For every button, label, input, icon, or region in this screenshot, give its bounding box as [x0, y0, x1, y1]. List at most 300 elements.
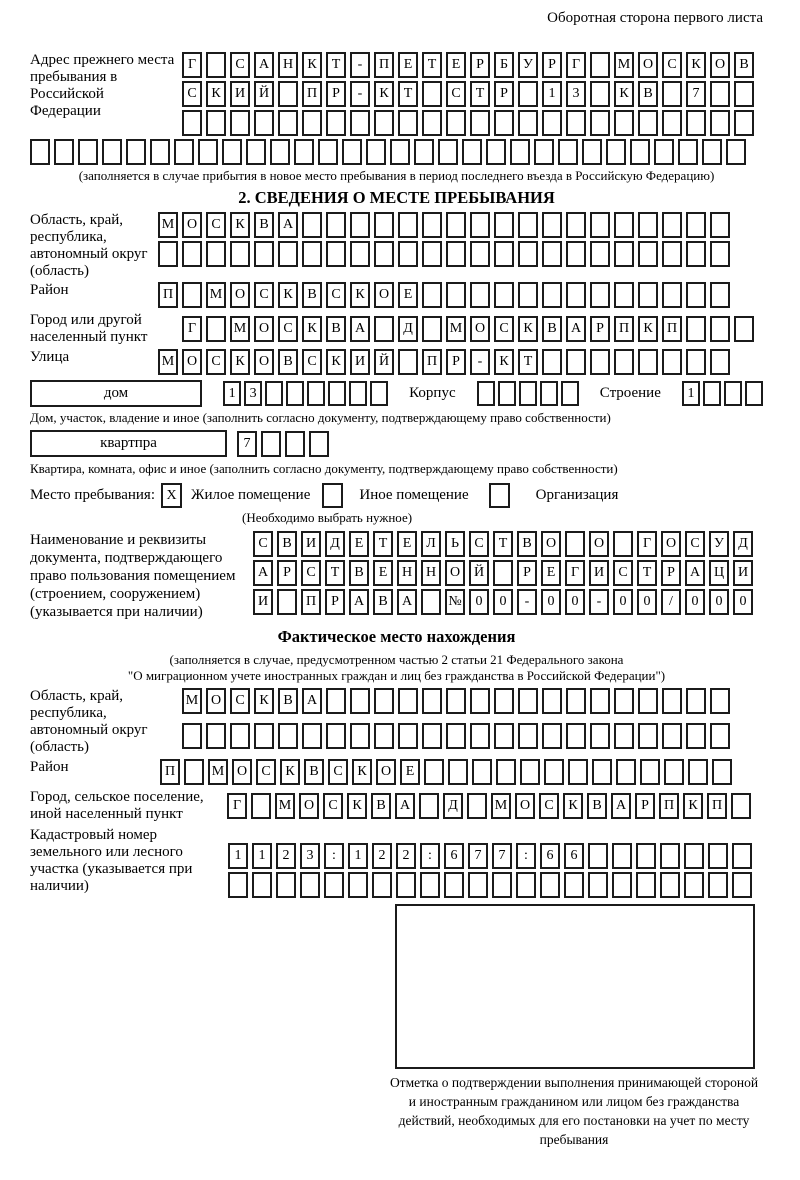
char-cell[interactable]: [638, 212, 658, 238]
char-cell[interactable]: [564, 872, 584, 898]
char-cell[interactable]: Р: [470, 52, 490, 78]
char-cell[interactable]: С: [206, 349, 226, 375]
char-cell[interactable]: [542, 110, 562, 136]
char-cell[interactable]: П: [160, 759, 180, 785]
char-cell[interactable]: [686, 688, 706, 714]
char-cell[interactable]: [494, 282, 514, 308]
char-cell[interactable]: [277, 589, 297, 615]
char-cell[interactable]: К: [614, 81, 634, 107]
char-cell[interactable]: С: [302, 349, 322, 375]
char-cell[interactable]: [731, 793, 751, 819]
char-cell[interactable]: [566, 110, 586, 136]
char-cell[interactable]: К: [374, 81, 394, 107]
char-cell[interactable]: М: [230, 316, 250, 342]
char-cell[interactable]: К: [254, 688, 274, 714]
char-cell[interactable]: И: [589, 560, 609, 586]
char-cell[interactable]: В: [638, 81, 658, 107]
char-cell[interactable]: [518, 282, 538, 308]
char-cell[interactable]: /: [661, 589, 681, 615]
char-cell[interactable]: 6: [540, 843, 560, 869]
char-cell[interactable]: А: [254, 52, 274, 78]
char-cell[interactable]: О: [541, 531, 561, 557]
char-cell[interactable]: [518, 241, 538, 267]
char-cell[interactable]: М: [275, 793, 295, 819]
char-cell[interactable]: [446, 212, 466, 238]
char-cell[interactable]: [616, 759, 636, 785]
char-cell[interactable]: [734, 81, 754, 107]
char-cell[interactable]: [664, 759, 684, 785]
char-cell[interactable]: 0: [709, 589, 729, 615]
char-cell[interactable]: [278, 241, 298, 267]
char-cell[interactable]: О: [182, 212, 202, 238]
char-cell[interactable]: [492, 872, 512, 898]
char-cell[interactable]: [590, 688, 610, 714]
char-cell[interactable]: Г: [182, 52, 202, 78]
char-cell[interactable]: Р: [590, 316, 610, 342]
char-cell[interactable]: [516, 872, 536, 898]
char-cell[interactable]: В: [349, 560, 369, 586]
char-cell[interactable]: С: [328, 759, 348, 785]
char-cell[interactable]: Р: [635, 793, 655, 819]
char-cell[interactable]: [78, 139, 98, 165]
char-cell[interactable]: О: [515, 793, 535, 819]
char-cell[interactable]: 7: [237, 431, 257, 457]
char-cell[interactable]: 6: [564, 843, 584, 869]
char-cell[interactable]: [606, 139, 626, 165]
char-cell[interactable]: И: [350, 349, 370, 375]
char-cell[interactable]: Т: [326, 52, 346, 78]
char-cell[interactable]: [688, 759, 708, 785]
char-cell[interactable]: М: [158, 349, 178, 375]
char-cell[interactable]: [468, 872, 488, 898]
char-cell[interactable]: О: [376, 759, 396, 785]
char-cell[interactable]: [370, 381, 388, 406]
char-cell[interactable]: К: [350, 282, 370, 308]
char-cell[interactable]: [540, 872, 560, 898]
char-cell[interactable]: Т: [422, 52, 442, 78]
char-cell[interactable]: Г: [227, 793, 247, 819]
char-cell[interactable]: [348, 872, 368, 898]
char-cell[interactable]: Н: [278, 52, 298, 78]
char-cell[interactable]: [542, 282, 562, 308]
char-cell[interactable]: К: [352, 759, 372, 785]
char-cell[interactable]: 1: [252, 843, 272, 869]
char-cell[interactable]: [686, 282, 706, 308]
char-cell[interactable]: [588, 872, 608, 898]
char-cell[interactable]: [398, 241, 418, 267]
char-cell[interactable]: 0: [685, 589, 705, 615]
char-cell[interactable]: [398, 212, 418, 238]
char-cell[interactable]: О: [710, 52, 730, 78]
char-cell[interactable]: [568, 759, 588, 785]
char-cell[interactable]: [349, 381, 367, 406]
char-cell[interactable]: П: [662, 316, 682, 342]
char-cell[interactable]: 0: [469, 589, 489, 615]
char-cell[interactable]: 1: [228, 843, 248, 869]
char-cell[interactable]: [708, 843, 728, 869]
char-cell[interactable]: [206, 241, 226, 267]
char-cell[interactable]: [494, 241, 514, 267]
char-cell[interactable]: [182, 241, 202, 267]
char-cell[interactable]: [261, 431, 281, 457]
char-cell[interactable]: К: [302, 316, 322, 342]
char-cell[interactable]: [228, 872, 248, 898]
stay-type-checkbox-other[interactable]: [322, 483, 343, 508]
char-cell[interactable]: 6: [444, 843, 464, 869]
char-cell[interactable]: К: [280, 759, 300, 785]
char-cell[interactable]: 2: [276, 843, 296, 869]
char-cell[interactable]: [182, 723, 202, 749]
char-cell[interactable]: [462, 139, 482, 165]
char-cell[interactable]: [638, 688, 658, 714]
char-cell[interactable]: Н: [397, 560, 417, 586]
char-cell[interactable]: О: [299, 793, 319, 819]
char-cell[interactable]: Д: [443, 793, 463, 819]
char-cell[interactable]: Е: [541, 560, 561, 586]
char-cell[interactable]: [470, 723, 490, 749]
char-cell[interactable]: Р: [326, 81, 346, 107]
char-cell[interactable]: И: [733, 560, 753, 586]
char-cell[interactable]: [398, 688, 418, 714]
char-cell[interactable]: Л: [421, 531, 441, 557]
char-cell[interactable]: А: [349, 589, 369, 615]
char-cell[interactable]: В: [517, 531, 537, 557]
char-cell[interactable]: Р: [446, 349, 466, 375]
char-cell[interactable]: К: [278, 282, 298, 308]
char-cell[interactable]: П: [422, 349, 442, 375]
char-cell[interactable]: [302, 110, 322, 136]
char-cell[interactable]: [374, 723, 394, 749]
char-cell[interactable]: С: [254, 282, 274, 308]
char-cell[interactable]: [467, 793, 487, 819]
char-cell[interactable]: [182, 282, 202, 308]
char-cell[interactable]: А: [278, 212, 298, 238]
char-cell[interactable]: Т: [373, 531, 393, 557]
char-cell[interactable]: [614, 110, 634, 136]
char-cell[interactable]: В: [371, 793, 391, 819]
char-cell[interactable]: Ь: [445, 531, 465, 557]
char-cell[interactable]: Й: [469, 560, 489, 586]
char-cell[interactable]: [350, 110, 370, 136]
char-cell[interactable]: М: [446, 316, 466, 342]
char-cell[interactable]: 1: [348, 843, 368, 869]
char-cell[interactable]: [350, 212, 370, 238]
char-cell[interactable]: К: [206, 81, 226, 107]
char-cell[interactable]: Е: [400, 759, 420, 785]
char-cell[interactable]: [446, 110, 466, 136]
char-cell[interactable]: Д: [325, 531, 345, 557]
char-cell[interactable]: М: [491, 793, 511, 819]
char-cell[interactable]: Г: [565, 560, 585, 586]
char-cell[interactable]: [566, 723, 586, 749]
char-cell[interactable]: К: [302, 52, 322, 78]
stay-type-checkbox-residential[interactable]: X: [161, 483, 182, 508]
char-cell[interactable]: [265, 381, 283, 406]
char-cell[interactable]: О: [445, 560, 465, 586]
char-cell[interactable]: [590, 110, 610, 136]
char-cell[interactable]: [54, 139, 74, 165]
char-cell[interactable]: [350, 688, 370, 714]
char-cell[interactable]: [422, 316, 442, 342]
char-cell[interactable]: И: [253, 589, 273, 615]
char-cell[interactable]: [326, 241, 346, 267]
char-cell[interactable]: Й: [374, 349, 394, 375]
char-cell[interactable]: Р: [494, 81, 514, 107]
char-cell[interactable]: [307, 381, 325, 406]
char-cell[interactable]: [710, 316, 730, 342]
char-cell[interactable]: С: [253, 531, 273, 557]
char-cell[interactable]: К: [638, 316, 658, 342]
char-cell[interactable]: [285, 431, 305, 457]
char-cell[interactable]: [592, 759, 612, 785]
char-cell[interactable]: [326, 212, 346, 238]
char-cell[interactable]: [446, 282, 466, 308]
char-cell[interactable]: В: [277, 531, 297, 557]
char-cell[interactable]: [566, 688, 586, 714]
char-cell[interactable]: [318, 139, 338, 165]
char-cell[interactable]: Б: [494, 52, 514, 78]
char-cell[interactable]: С: [446, 81, 466, 107]
char-cell[interactable]: :: [324, 843, 344, 869]
char-cell[interactable]: [326, 688, 346, 714]
stay-type-checkbox-organization[interactable]: [489, 483, 510, 508]
char-cell[interactable]: Т: [398, 81, 418, 107]
char-cell[interactable]: [614, 723, 634, 749]
char-cell[interactable]: С: [613, 560, 633, 586]
char-cell[interactable]: [590, 81, 610, 107]
char-cell[interactable]: [638, 282, 658, 308]
char-cell[interactable]: О: [254, 349, 274, 375]
char-cell[interactable]: 7: [468, 843, 488, 869]
char-cell[interactable]: [342, 139, 362, 165]
char-cell[interactable]: [470, 688, 490, 714]
char-cell[interactable]: [710, 241, 730, 267]
char-cell[interactable]: [422, 110, 442, 136]
char-cell[interactable]: Р: [517, 560, 537, 586]
char-cell[interactable]: [324, 872, 344, 898]
char-cell[interactable]: [686, 349, 706, 375]
char-cell[interactable]: [372, 872, 392, 898]
char-cell[interactable]: К: [494, 349, 514, 375]
char-cell[interactable]: [206, 52, 226, 78]
char-cell[interactable]: 0: [565, 589, 585, 615]
char-cell[interactable]: П: [158, 282, 178, 308]
char-cell[interactable]: [182, 110, 202, 136]
char-cell[interactable]: В: [587, 793, 607, 819]
char-cell[interactable]: [518, 81, 538, 107]
char-cell[interactable]: О: [470, 316, 490, 342]
char-cell[interactable]: [590, 241, 610, 267]
char-cell[interactable]: У: [709, 531, 729, 557]
char-cell[interactable]: А: [397, 589, 417, 615]
char-cell[interactable]: В: [326, 316, 346, 342]
char-cell[interactable]: [278, 81, 298, 107]
char-cell[interactable]: О: [182, 349, 202, 375]
char-cell[interactable]: [374, 241, 394, 267]
char-cell[interactable]: [638, 110, 658, 136]
char-cell[interactable]: [446, 241, 466, 267]
char-cell[interactable]: -: [350, 52, 370, 78]
char-cell[interactable]: Й: [254, 81, 274, 107]
char-cell[interactable]: [470, 212, 490, 238]
char-cell[interactable]: 7: [492, 843, 512, 869]
char-cell[interactable]: К: [686, 52, 706, 78]
char-cell[interactable]: С: [206, 212, 226, 238]
char-cell[interactable]: [590, 282, 610, 308]
char-cell[interactable]: :: [516, 843, 536, 869]
char-cell[interactable]: Т: [470, 81, 490, 107]
char-cell[interactable]: К: [683, 793, 703, 819]
char-cell[interactable]: П: [659, 793, 679, 819]
char-cell[interactable]: [654, 139, 674, 165]
char-cell[interactable]: [254, 110, 274, 136]
char-cell[interactable]: [350, 241, 370, 267]
char-cell[interactable]: [520, 759, 540, 785]
char-cell[interactable]: К: [347, 793, 367, 819]
char-cell[interactable]: [662, 688, 682, 714]
char-cell[interactable]: [446, 688, 466, 714]
char-cell[interactable]: [734, 316, 754, 342]
char-cell[interactable]: [542, 241, 562, 267]
char-cell[interactable]: Е: [373, 560, 393, 586]
char-cell[interactable]: Г: [182, 316, 202, 342]
char-cell[interactable]: О: [661, 531, 681, 557]
char-cell[interactable]: [300, 872, 320, 898]
char-cell[interactable]: [302, 723, 322, 749]
char-cell[interactable]: [278, 723, 298, 749]
char-cell[interactable]: [222, 139, 242, 165]
char-cell[interactable]: [390, 139, 410, 165]
char-cell[interactable]: [662, 282, 682, 308]
char-cell[interactable]: С: [326, 282, 346, 308]
char-cell[interactable]: [710, 723, 730, 749]
char-cell[interactable]: [588, 843, 608, 869]
char-cell[interactable]: И: [301, 531, 321, 557]
char-cell[interactable]: [566, 349, 586, 375]
char-cell[interactable]: Е: [397, 531, 417, 557]
char-cell[interactable]: [613, 531, 633, 557]
char-cell[interactable]: [422, 241, 442, 267]
char-cell[interactable]: [590, 723, 610, 749]
char-cell[interactable]: [374, 110, 394, 136]
char-cell[interactable]: С: [662, 52, 682, 78]
char-cell[interactable]: [640, 759, 660, 785]
char-cell[interactable]: [612, 872, 632, 898]
char-cell[interactable]: [710, 282, 730, 308]
char-cell[interactable]: [710, 212, 730, 238]
char-cell[interactable]: Д: [398, 316, 418, 342]
char-cell[interactable]: [614, 688, 634, 714]
char-cell[interactable]: [496, 759, 516, 785]
char-cell[interactable]: [252, 872, 272, 898]
char-cell[interactable]: Т: [325, 560, 345, 586]
char-cell[interactable]: [398, 349, 418, 375]
char-cell[interactable]: [444, 872, 464, 898]
char-cell[interactable]: В: [304, 759, 324, 785]
char-cell[interactable]: [614, 212, 634, 238]
char-cell[interactable]: [278, 110, 298, 136]
char-cell[interactable]: [566, 241, 586, 267]
char-cell[interactable]: [230, 241, 250, 267]
char-cell[interactable]: [230, 723, 250, 749]
char-cell[interactable]: Е: [349, 531, 369, 557]
char-cell[interactable]: 1: [682, 381, 700, 406]
char-cell[interactable]: Т: [637, 560, 657, 586]
char-cell[interactable]: В: [302, 282, 322, 308]
char-cell[interactable]: К: [518, 316, 538, 342]
char-cell[interactable]: [422, 282, 442, 308]
char-cell[interactable]: [734, 110, 754, 136]
char-cell[interactable]: [328, 381, 346, 406]
char-cell[interactable]: С: [256, 759, 276, 785]
char-cell[interactable]: -: [517, 589, 537, 615]
char-cell[interactable]: [254, 241, 274, 267]
char-cell[interactable]: [326, 110, 346, 136]
char-cell[interactable]: С: [278, 316, 298, 342]
char-cell[interactable]: [745, 381, 763, 406]
char-cell[interactable]: [612, 843, 632, 869]
char-cell[interactable]: [710, 349, 730, 375]
char-cell[interactable]: Н: [421, 560, 441, 586]
char-cell[interactable]: А: [350, 316, 370, 342]
char-cell[interactable]: М: [614, 52, 634, 78]
char-cell[interactable]: А: [685, 560, 705, 586]
char-cell[interactable]: [422, 688, 442, 714]
char-cell[interactable]: М: [158, 212, 178, 238]
char-cell[interactable]: П: [374, 52, 394, 78]
char-cell[interactable]: [542, 688, 562, 714]
char-cell[interactable]: [662, 81, 682, 107]
char-cell[interactable]: [422, 723, 442, 749]
char-cell[interactable]: [542, 349, 562, 375]
char-cell[interactable]: [198, 139, 218, 165]
char-cell[interactable]: [660, 843, 680, 869]
char-cell[interactable]: П: [301, 589, 321, 615]
char-cell[interactable]: [636, 872, 656, 898]
char-cell[interactable]: А: [611, 793, 631, 819]
char-cell[interactable]: Г: [566, 52, 586, 78]
char-cell[interactable]: С: [230, 52, 250, 78]
char-cell[interactable]: [544, 759, 564, 785]
char-cell[interactable]: [398, 110, 418, 136]
char-cell[interactable]: [276, 872, 296, 898]
char-cell[interactable]: [251, 793, 271, 819]
char-cell[interactable]: [174, 139, 194, 165]
char-cell[interactable]: [494, 110, 514, 136]
char-cell[interactable]: [470, 241, 490, 267]
char-cell[interactable]: О: [206, 688, 226, 714]
char-cell[interactable]: [510, 139, 530, 165]
char-cell[interactable]: [638, 723, 658, 749]
char-cell[interactable]: М: [208, 759, 228, 785]
char-cell[interactable]: С: [469, 531, 489, 557]
char-cell[interactable]: [184, 759, 204, 785]
char-cell[interactable]: [374, 212, 394, 238]
char-cell[interactable]: В: [278, 349, 298, 375]
char-cell[interactable]: [684, 872, 704, 898]
char-cell[interactable]: О: [374, 282, 394, 308]
char-cell[interactable]: [519, 381, 537, 406]
char-cell[interactable]: В: [254, 212, 274, 238]
char-cell[interactable]: Р: [277, 560, 297, 586]
char-cell[interactable]: 3: [300, 843, 320, 869]
char-cell[interactable]: [686, 212, 706, 238]
char-cell[interactable]: [206, 723, 226, 749]
char-cell[interactable]: [662, 212, 682, 238]
char-cell[interactable]: [686, 110, 706, 136]
char-cell[interactable]: У: [518, 52, 538, 78]
char-cell[interactable]: О: [254, 316, 274, 342]
